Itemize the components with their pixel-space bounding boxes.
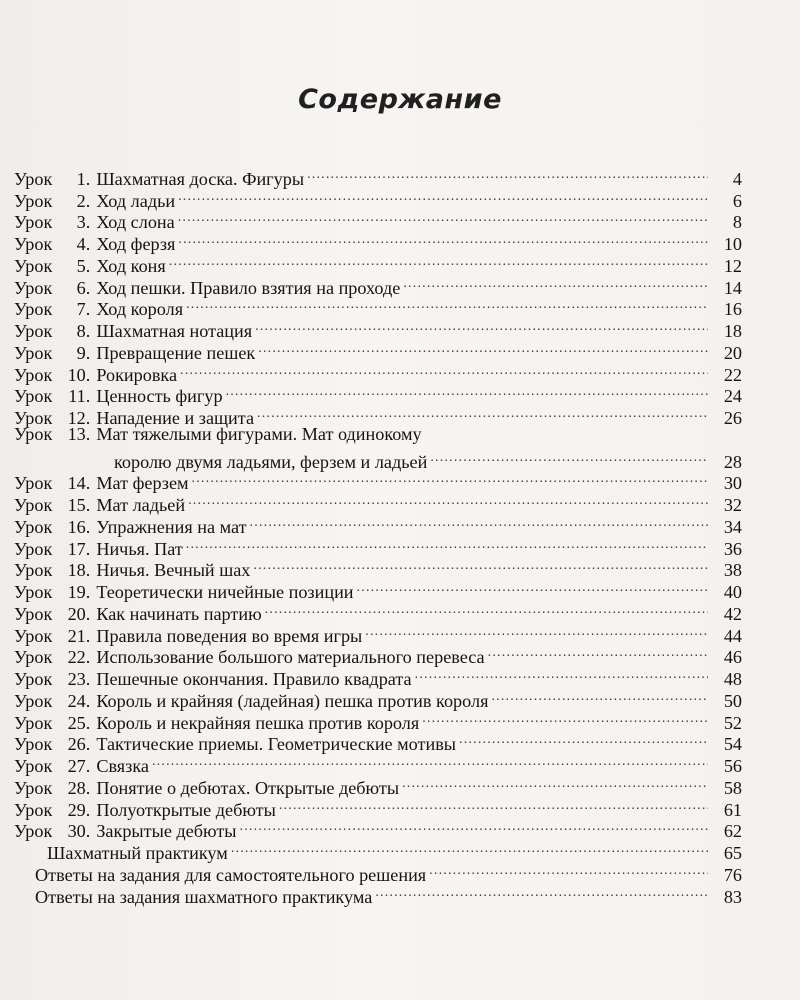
entry-title: Король и крайняя (ладейная) пешка против короля — [96, 690, 489, 711]
page-number: 32 — [723, 495, 742, 515]
dot-leader — [186, 533, 708, 555]
page-number: 46 — [723, 647, 742, 668]
lesson-label — [14, 800, 90, 822]
entry-title: Рокировка — [96, 364, 178, 385]
lesson-prefix: Урок — [14, 168, 53, 189]
dot-leader — [192, 468, 708, 490]
lesson-label — [14, 256, 90, 278]
lesson-number: 27. — [67, 756, 91, 776]
lesson-number: 1. — [76, 168, 91, 189]
entry-title: Как начинать партию — [96, 603, 262, 624]
page-number: 30 — [723, 473, 742, 494]
entry-title: Ничья. Вечный шах — [96, 560, 251, 581]
page-number: 76 — [723, 864, 742, 885]
page-number: 16 — [723, 299, 742, 320]
lesson-number: 10. — [67, 364, 91, 385]
lesson-prefix: Урок — [14, 190, 53, 211]
page-number: 42 — [723, 603, 742, 624]
lesson-label — [14, 669, 90, 691]
lesson-label — [14, 778, 90, 800]
dot-leader — [488, 642, 708, 664]
lesson-label — [14, 365, 90, 387]
lesson-prefix: Урок — [14, 364, 53, 385]
entry-title: Шахматная доска. Фигуры — [96, 168, 305, 189]
page-number: 22 — [723, 364, 742, 385]
dot-leader — [307, 163, 708, 185]
lesson-label — [14, 473, 90, 495]
entry-title: Тактические приемы. Геометрические мотивы — [96, 734, 457, 755]
lesson-number: 6. — [76, 277, 91, 298]
entry-title: Ответы на задания шахматного практикума — [35, 886, 373, 907]
lesson-prefix: Урок — [14, 625, 53, 646]
lesson-label — [14, 234, 90, 256]
page-number: 6 — [732, 190, 742, 211]
lesson-label — [14, 734, 90, 756]
page-number: 83 — [723, 886, 742, 907]
entry-title: Закрытые дебюты — [96, 821, 237, 842]
entry-title: Полуоткрытые дебюты — [96, 799, 276, 820]
dot-leader — [231, 837, 708, 859]
page-number: 36 — [723, 538, 742, 559]
dot-leader — [178, 228, 708, 250]
lesson-number: 11. — [68, 386, 91, 407]
lesson-label — [14, 756, 90, 778]
dot-leader — [415, 663, 708, 685]
page-number: 28 — [723, 451, 742, 472]
lesson-prefix: Урок — [14, 277, 53, 298]
lesson-number: 3. — [76, 212, 91, 233]
lesson-number: 5. — [76, 255, 91, 276]
lesson-label — [14, 343, 90, 365]
entry-title: Король и некрайняя пешка против короля — [96, 712, 420, 733]
lesson-number: 13. — [67, 424, 91, 444]
entry-title: Ход коня — [96, 255, 166, 276]
entry-title: Мат тяжелыми фигурами. Мат одинокому — [96, 424, 422, 444]
lesson-number: 23. — [67, 669, 91, 689]
page-number: 4 — [732, 168, 742, 189]
lesson-label — [14, 821, 90, 843]
lesson-label — [14, 647, 90, 669]
entry-title-continuation: королю двумя ладьями, ферзем и ладьей — [114, 451, 428, 472]
lesson-label — [14, 321, 90, 343]
dot-leader — [357, 576, 708, 598]
lesson-number: 15. — [67, 495, 91, 515]
dot-leader — [257, 402, 708, 424]
dot-leader — [422, 707, 708, 729]
dot-leader — [250, 511, 708, 533]
lesson-prefix: Урок — [14, 321, 53, 341]
dot-leader — [459, 729, 708, 751]
lesson-label — [14, 169, 90, 191]
dot-leader — [258, 337, 708, 359]
dot-leader — [403, 272, 708, 294]
table-of-contents — [14, 163, 742, 907]
page-number: 40 — [723, 582, 742, 602]
lesson-number: 8. — [76, 321, 91, 341]
lesson-number: 29. — [67, 799, 91, 820]
entry-title: Пешечные окончания. Правило квадрата — [96, 669, 412, 689]
entry-title: Мат ладьей — [96, 495, 186, 515]
page-number: 52 — [723, 712, 742, 733]
lesson-label — [14, 212, 90, 234]
dot-leader — [255, 315, 708, 337]
lesson-number: 2. — [76, 190, 91, 211]
lesson-prefix: Урок — [14, 408, 53, 428]
page-number: 54 — [723, 734, 742, 755]
lesson-prefix: Урок — [14, 424, 53, 444]
dot-leader — [365, 620, 708, 642]
lesson-prefix: Урок — [14, 669, 53, 689]
page-number: 20 — [723, 342, 742, 363]
lesson-label — [14, 713, 90, 735]
lesson-label — [14, 560, 90, 582]
lesson-number: 12. — [67, 408, 91, 428]
dot-leader — [240, 816, 708, 838]
lesson-number: 28. — [67, 777, 91, 798]
page-number: 58 — [723, 777, 742, 798]
dot-leader — [180, 359, 708, 381]
page-number: 12 — [723, 255, 742, 276]
lesson-number: 30. — [67, 821, 91, 842]
page-number: 34 — [723, 516, 742, 537]
lesson-label — [14, 582, 90, 604]
page-number: 50 — [723, 690, 742, 711]
lesson-prefix: Урок — [14, 647, 53, 668]
lesson-prefix: Урок — [14, 386, 53, 407]
dot-leader — [178, 185, 708, 207]
page-number: 48 — [723, 669, 742, 689]
entry-title: Ход ладьи — [96, 190, 176, 211]
lesson-label — [14, 424, 90, 446]
lesson-number: 26. — [67, 734, 91, 755]
lesson-label — [14, 278, 90, 300]
entry-title: Ценность фигур — [96, 386, 223, 407]
lesson-label — [14, 191, 90, 213]
entry-title: Ответы на задания для самостоятельного решения — [35, 864, 427, 885]
lesson-label — [14, 495, 90, 517]
lesson-label — [14, 386, 90, 408]
lesson-label — [14, 517, 90, 539]
lesson-number: 25. — [67, 712, 91, 733]
lesson-number: 20. — [67, 603, 91, 624]
lesson-number: 19. — [67, 582, 91, 602]
dot-leader — [430, 446, 708, 468]
lesson-prefix: Урок — [14, 516, 53, 537]
page-number: 38 — [723, 560, 742, 581]
entry-title: Шахматная нотация — [96, 321, 253, 341]
lesson-prefix: Урок — [14, 777, 53, 798]
lesson-prefix: Урок — [14, 560, 53, 581]
lesson-number: 14. — [67, 473, 91, 494]
page-title: Содержание — [298, 84, 502, 115]
lesson-number: 18. — [67, 560, 91, 581]
page-number: 62 — [723, 821, 742, 842]
dot-leader — [279, 794, 708, 816]
entry-title: Ход короля — [96, 299, 184, 320]
lesson-prefix: Урок — [14, 799, 53, 820]
lesson-number: 7. — [76, 299, 91, 320]
lesson-prefix: Урок — [14, 582, 53, 602]
dot-leader — [491, 685, 708, 707]
lesson-prefix: Урок — [14, 212, 53, 233]
entry-title: Превращение пешек — [96, 342, 256, 363]
lesson-prefix: Урок — [14, 234, 53, 254]
dot-leader — [265, 598, 708, 620]
lesson-prefix: Урок — [14, 495, 53, 515]
dot-leader — [178, 207, 708, 229]
entry-title: Использование большого материального перевеса — [96, 647, 485, 668]
entry-title: Понятие о дебютах. Открытые дебюты — [96, 777, 400, 798]
entry-title: Связка — [96, 756, 149, 776]
lesson-label — [14, 299, 90, 321]
dot-leader — [186, 294, 708, 316]
lesson-label — [14, 604, 90, 626]
dot-leader — [188, 489, 708, 511]
lesson-prefix: Урок — [14, 734, 53, 755]
lesson-prefix: Урок — [14, 603, 53, 624]
entry-title: Шахматный практикум — [47, 843, 228, 863]
lesson-prefix: Урок — [14, 756, 53, 776]
page-number: 10 — [723, 234, 742, 254]
lesson-prefix: Урок — [14, 255, 53, 276]
page-number: 8 — [732, 212, 742, 233]
lesson-prefix: Урок — [14, 342, 53, 363]
entry-title: Мат ферзем — [96, 473, 189, 494]
page-number: 18 — [723, 321, 742, 341]
lesson-number: 21. — [67, 625, 91, 646]
lesson-label — [14, 539, 90, 561]
entry-title: Ход пешки. Правило взятия на проходе — [96, 277, 401, 298]
entry-title: Ход слона — [96, 212, 175, 233]
lesson-number: 4. — [76, 234, 91, 254]
lesson-number: 9. — [76, 342, 91, 363]
page-number: 26 — [723, 408, 742, 428]
page-number: 44 — [723, 625, 742, 646]
lesson-number: 24. — [67, 690, 91, 711]
lesson-prefix: Урок — [14, 712, 53, 733]
lesson-number: 16. — [67, 516, 91, 537]
page-number: 14 — [723, 277, 742, 298]
toc-entry — [14, 163, 742, 189]
dot-leader — [152, 750, 708, 772]
toc-entry — [14, 424, 742, 446]
page-number: 61 — [723, 799, 742, 820]
lesson-label — [14, 691, 90, 713]
dot-leader — [375, 881, 708, 903]
toc-entry-continuation — [14, 446, 742, 472]
dot-leader — [429, 859, 708, 881]
entry-title: Упражнения на мат — [96, 516, 247, 537]
page-number: 24 — [723, 386, 742, 407]
dot-leader — [169, 250, 708, 272]
dot-leader — [253, 555, 708, 577]
page-number: 56 — [723, 756, 742, 776]
entry-title: Ход ферзя — [96, 234, 176, 254]
lesson-number: 22. — [67, 647, 91, 668]
dot-leader — [402, 772, 708, 794]
lesson-label — [14, 626, 90, 648]
entry-title: Нападение и защита — [96, 408, 255, 428]
lesson-prefix: Урок — [14, 538, 53, 559]
lesson-number: 17. — [67, 538, 91, 559]
lesson-prefix: Урок — [14, 821, 53, 842]
entry-title: Ничья. Пат — [96, 538, 183, 559]
lesson-prefix: Урок — [14, 299, 53, 320]
entry-title: Правила поведения во время игры — [96, 625, 363, 646]
lesson-prefix: Урок — [14, 690, 53, 711]
entry-title: Теоретически ничейные позиции — [96, 582, 354, 602]
dot-leader — [226, 381, 708, 403]
lesson-prefix: Урок — [14, 473, 53, 494]
page-number: 65 — [723, 843, 742, 863]
